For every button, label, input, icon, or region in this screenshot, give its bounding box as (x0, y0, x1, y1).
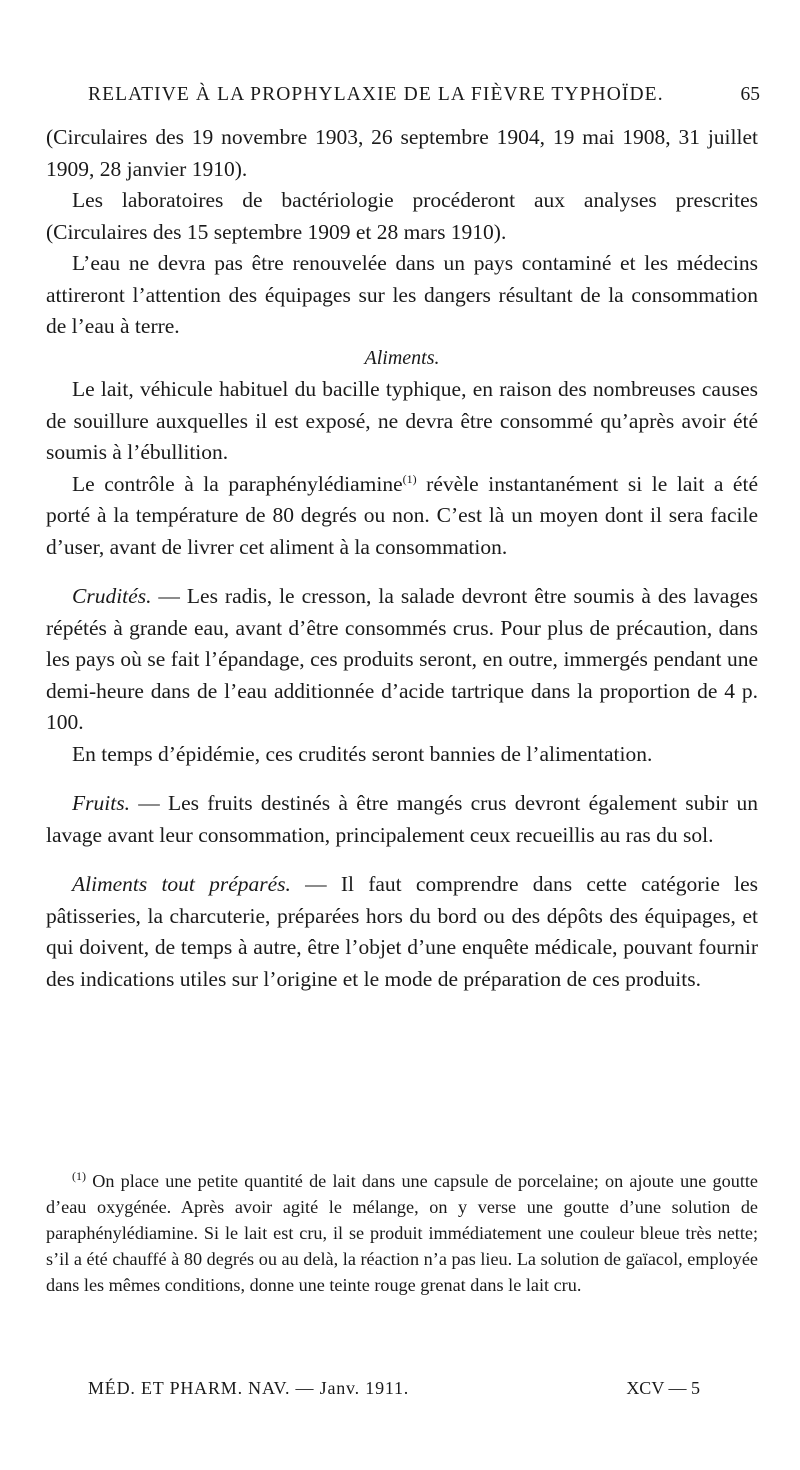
footnote-block (46, 1168, 758, 1298)
paragraph-controle (46, 469, 758, 564)
paragraph-eau: L’eau ne devra pas être renouvelée dans un pays contaminé et les médecins attireront l’attention des équipages sur les dangers résultant de la consommation de l’eau à terre. (46, 251, 758, 338)
footnote (46, 1168, 758, 1298)
body-text (46, 122, 758, 995)
running-head-title: RELATIVE À LA PROPHYLAXIE DE LA FIÈVRE TYPHOÏDE. (88, 84, 664, 105)
controle-text-start: Le contrôle à la paraphénylédiamine (72, 471, 403, 496)
fruits-text: — Les fruits destinés à être mangés crus devront également subir un lavage avant leur consommation, principalement ceux recueillis au ras du sol. (46, 791, 758, 847)
fruits-lead: Fruits. (72, 791, 130, 815)
paragraph-crudites (46, 581, 758, 739)
paragraph-circulaires: (Circulaires des 19 novembre 1903, 26 septembre 1904, 19 mai 1908, 31 juillet 1909, 28 janvier 1910). (46, 125, 758, 181)
crudites-lead: Crudités. (72, 584, 152, 608)
paragraph-laboratoires: Les laboratoires de bactériologie procéderont aux analyses prescrites (Circulaires des 15 septembre 1909 et 28 mars 1910). (46, 188, 758, 244)
paragraph-lait: Le lait, véhicule habituel du bacille typhique, en raison des nombreuses causes de souillure auxquelles il est exposé, ne devra être consommé qu’après avoir été soumis à l’ébullition. (46, 377, 758, 464)
running-head (88, 84, 768, 106)
aliments-prepares-lead: Aliments tout préparés. (72, 872, 291, 896)
footnote-text: On place une petite quantité de lait dans une capsule de porcelaine; on ajoute une goutte d’eau oxygénée. Après avoir agité le mélange, on y verse une goutte d’une solution de paraphénylédiamine. Si le lait est cru, il se produit immédiatement une couleur bleue très nette; s’il a été chauffé à 80 degrés ou au delà, la réaction n’a pas lieu. La solution de gaïacol, employée dans les mêmes conditions, donne une teinte rouge grenat dans le lait cru. (46, 1171, 758, 1295)
paragraph-fruits (46, 788, 758, 851)
paragraph-aliments-prepares (46, 869, 758, 995)
crudites-text: — Les radis, le cresson, la salade devront être soumis à des lavages répétés à grande eau, avant d’être consommés crus. Pour plus de précaution, dans les pays où se fait l’épandage, ces produits seront, en outre, immergés pendant une demi-heure dans de l’eau additionnée d’acide tartrique dans la proportion de 4 p. 100. (46, 584, 758, 734)
footnote-marker: (1) (72, 1168, 86, 1183)
section-heading-aliments: Aliments. (364, 346, 440, 369)
controle-text-end: révèle instantanément si le lait a été porté à la température de 80 degrés ou non. C’est là un moyen dont il sera facile d’user, avant de livrer cet aliment à la consommation. (46, 471, 758, 559)
footer-journal: MÉD. ET PHARM. NAV. — Janv. 1911. (88, 1378, 410, 1398)
paragraph-epidemie: En temps d’épidémie, ces crudités seront bannies de l’alimentation. (72, 741, 653, 766)
page-number: 65 (740, 84, 760, 105)
footer-signature-mark: XCV — 5 (626, 1378, 700, 1398)
aliments-prepares-text: — Il faut comprendre dans cette catégorie les pâtisseries, la charcuterie, préparées hors du bord ou des dépôts des équipages, et qui doivent, de temps à autre, être l’objet d’une enquête médicale, pouvant fournir des indications utiles sur l’origine et le mode de préparation de ces produits. (46, 872, 759, 991)
footnote-reference: (1) (402, 471, 417, 486)
